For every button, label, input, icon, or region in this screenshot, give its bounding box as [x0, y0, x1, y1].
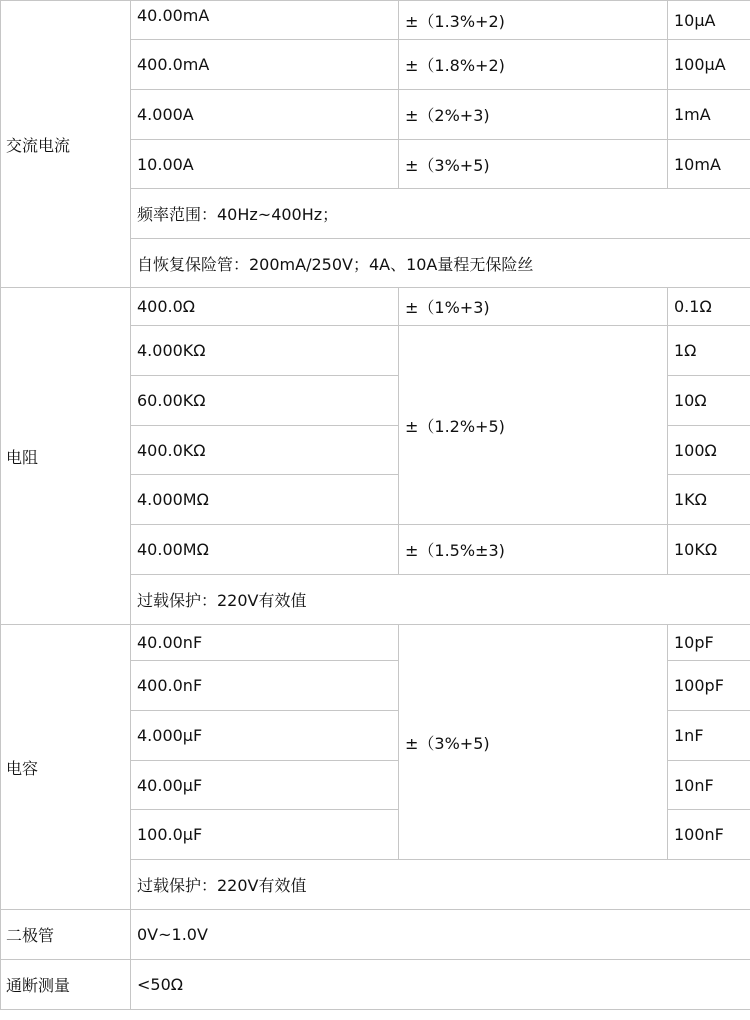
- table-row: [1, 625, 750, 661]
- resolution-cell: 100μA: [668, 40, 750, 90]
- range-cell: 400.0KΩ: [131, 426, 399, 475]
- range-cell: 400.0nF: [131, 661, 399, 711]
- diode-category: 二极管: [1, 910, 131, 960]
- resolution-cell: 10KΩ: [668, 525, 750, 575]
- accuracy-cell: ±（1%+3): [399, 288, 668, 326]
- accuracy-cell: ±（1.2%+5): [399, 326, 668, 525]
- range-cell: 4.000μF: [131, 711, 399, 761]
- continuity-category: 通断测量: [1, 960, 131, 1010]
- table-row: [1, 960, 750, 1010]
- accuracy-cell: ±（1.5%±3): [399, 525, 668, 575]
- accuracy-cell: ±（1.8%+2): [399, 40, 668, 90]
- overload-note: 过载保护：220V有效值: [131, 575, 750, 625]
- accuracy-cell: ±（1.3%+2): [399, 1, 668, 40]
- table-row: [1, 910, 750, 960]
- range-cell: 4.000A: [131, 90, 399, 140]
- resolution-cell: 10pF: [668, 625, 750, 661]
- ac-current-category: 交流电流: [1, 1, 131, 288]
- resolution-cell: 100pF: [668, 661, 750, 711]
- range-cell: 100.0μF: [131, 810, 399, 860]
- resolution-cell: 10nF: [668, 761, 750, 810]
- fuse-note: 自恢复保险管：200mA/250V；4A、10A量程无保险丝: [131, 239, 750, 288]
- range-cell: 40.00mA: [131, 1, 399, 40]
- resolution-cell: 100Ω: [668, 426, 750, 475]
- continuity-value: <50Ω: [131, 960, 750, 1010]
- range-cell: 40.00nF: [131, 625, 399, 661]
- resistance-category: 电阻: [1, 288, 131, 625]
- diode-value: 0V~1.0V: [131, 910, 750, 960]
- range-cell: 40.00MΩ: [131, 525, 399, 575]
- overload-note: 过载保护：220V有效值: [131, 860, 750, 910]
- range-cell: 40.00μF: [131, 761, 399, 810]
- accuracy-cell: ±（2%+3): [399, 90, 668, 140]
- frequency-note: 频率范围：40Hz~400Hz；: [131, 189, 750, 239]
- capacitance-category: 电容: [1, 625, 131, 910]
- range-cell: 10.00A: [131, 140, 399, 189]
- accuracy-cell: ±（3%+5): [399, 140, 668, 189]
- table-row: [1, 288, 750, 326]
- accuracy-cell: ±（3%+5): [399, 625, 668, 860]
- resolution-cell: 1Ω: [668, 326, 750, 376]
- resolution-cell: 10μA: [668, 1, 750, 40]
- range-cell: 4.000MΩ: [131, 475, 399, 525]
- table-row: [1, 1, 750, 40]
- resolution-cell: 1nF: [668, 711, 750, 761]
- resolution-cell: 1KΩ: [668, 475, 750, 525]
- resolution-cell: 1mA: [668, 90, 750, 140]
- resolution-cell: 10mA: [668, 140, 750, 189]
- resolution-cell: 10Ω: [668, 376, 750, 426]
- range-cell: 400.0mA: [131, 40, 399, 90]
- range-cell: 400.0Ω: [131, 288, 399, 326]
- resolution-cell: 0.1Ω: [668, 288, 750, 326]
- resolution-cell: 100nF: [668, 810, 750, 860]
- range-cell: 4.000KΩ: [131, 326, 399, 376]
- range-cell: 60.00KΩ: [131, 376, 399, 426]
